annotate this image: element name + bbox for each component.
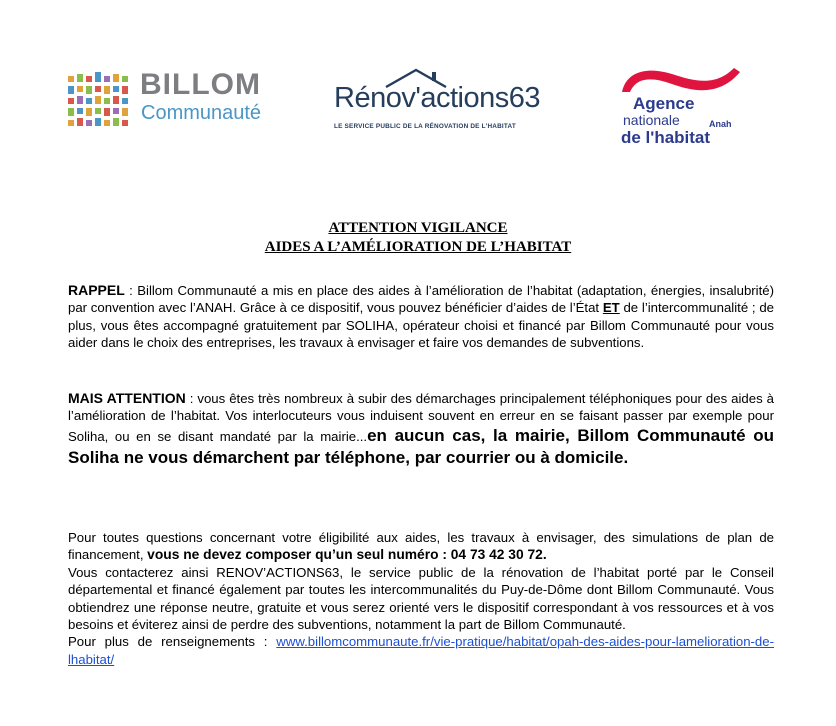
- more-info-prefix: Pour plus de renseignements :: [68, 634, 277, 650]
- billom-logo-text: BILLOM: [140, 68, 261, 101]
- renovactions63-logo: [334, 68, 554, 138]
- contact-body: Vous contacterez ainsi RENOV’ACTIONS63, le service public de la rénovation de l’habitat porté par le Conseil départemental et financé également par toutes les intercommunalités du Puy-de-Dôme dont Billom Communauté. Vous obtiendrez une réponse neutre, gratuite et vous serez orienté vers le dispositif correspondant à vos ressources et à vos besoins et éviterez ainsi de perdre des subventions, notamment la part de Billom Communauté.: [68, 564, 774, 633]
- anah-logo: [616, 62, 756, 162]
- contact-intro: Pour toutes questions concernant votre éligibilité aux aides, les travaux à envisager, des simulations de plan de financement,: [68, 530, 774, 563]
- rappel-emphasis: ET: [602, 300, 620, 316]
- attention-warning: en aucun cas, la mairie, Billom Communauté ou Soliha ne vous démarchent par téléphone, par courrier ou à domicile.: [68, 425, 774, 467]
- attention-paragraph: [68, 390, 774, 469]
- renovactions63-tagline: LE SERVICE PUBLIC DE LA RÉNOVATION DE L'HABITAT: [334, 123, 516, 130]
- billom-communaute-logo: [66, 70, 276, 130]
- communaute-logo-text: Communauté: [141, 102, 262, 124]
- anah-nationale-text: nationale: [623, 112, 680, 128]
- heading-line-1: ATTENTION VIGILANCE: [328, 220, 508, 236]
- anah-acronym-text: Anah: [709, 119, 732, 129]
- anah-habitat-text: de l'habitat: [621, 128, 711, 147]
- renovactions63-name: Rénov'actions63: [334, 82, 541, 114]
- logo-bar: [0, 62, 836, 162]
- rappel-text-2: de l’intercommunalité ; de plus, vous êtes accompagné gratuitement par SOLIHA, opérateur choisi et financé par Billom Communauté pour vous aider dans le choix des entreprises, les travaux à envisager et faire vos demandes de subventions.: [68, 300, 774, 351]
- attention-text: : vous êtes très nombreux à subir des démarchages principalement téléphoniques pour des aides à l’amélioration de l’habitat. Vos interlocuteurs vous induisent souvent en erreur en se faisant passer par exemple pour Soliha, ou en se disant mandaté par la mairie...: [68, 391, 774, 444]
- rappel-label: RAPPEL: [68, 282, 125, 298]
- anah-agence-text: Agence: [633, 94, 695, 113]
- opah-info-link[interactable]: www.billomcommunaute.fr/vie-pratique/habitat/opah-des-aides-pour-lamelioration-de-lhabitat/: [68, 634, 774, 667]
- heading-line-2: AIDES A L’AMÉLIORATION DE L’HABITAT: [264, 239, 572, 255]
- attention-label: MAIS ATTENTION: [68, 390, 186, 406]
- rappel-text-1: : Billom Communauté a mis en place des aides à l’amélioration de l’habitat (adaptation, énergies, insalubrité) par convention avec l’ANAH. Grâce à ce dispositif, vous pouvez bénéficier d’aides de l’État: [68, 283, 774, 316]
- mosaic-icon: [66, 72, 130, 128]
- rappel-paragraph: [68, 282, 774, 352]
- contact-phone-line: vous ne devez composer qu’un seul numéro : 04 73 42 30 72.: [147, 547, 547, 563]
- contact-paragraph: [68, 529, 774, 668]
